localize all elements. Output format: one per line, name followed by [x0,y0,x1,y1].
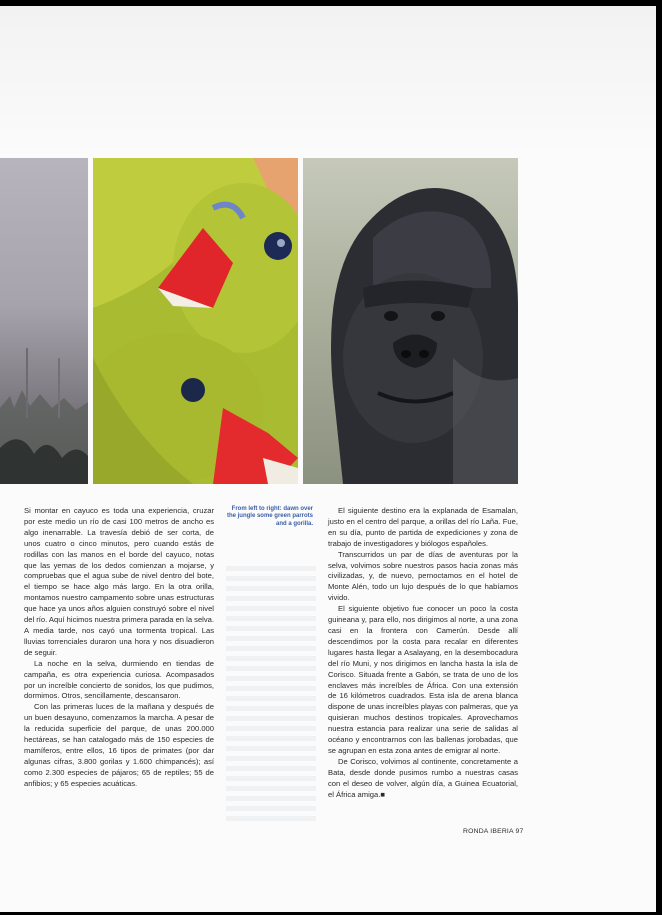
photo-caption: From left to right: dawn over the jungle some green parrots and a gorilla. [226,506,313,527]
page-top-margin [0,6,656,156]
magazine-page [0,6,656,912]
paragraph: El siguiente destino era la explanada de Esamalan, justo en el centro del parque, a orillas del río Laña. Fue, en su día, punto de partida de expediciones y zona de trabajo de investigadores y biólogos españoles. [328,506,518,548]
photo-jungle-dawn [0,158,88,484]
bleed-through-text [226,566,316,826]
page-footer: RONDA IBERIA 97 [463,828,524,835]
photo-green-parrots [93,158,298,484]
article-column-right [328,506,518,800]
paragraph: El siguiente objetivo fue conocer un poco la costa guineana y, para ello, nos dirigimos al norte, a una zona casi en la frontera con Camerún. Desde allí descendimos por la costa para recalar en diferentes lugares hasta llegar a Asalayang, en la desembocadura del río Muni, y nos dirigimos en lancha hasta la isla de Corisco. Situada frente a Gabón, se trata de uno de los enclaves más increíbles de África. Con una extensión de 16 kilómetros cuadrados. Esta isla de arena blanca dispone de unas increíbles playas con palmeras, que ya quisieran muchos destinos tropicales. Aprovechamos nuestra estancia para realizar una serie de salidas al océano y encontrarnos con las ballenas jorobadas, que se agrupan en esta zona antes de emigrar al norte. [328,604,518,755]
paragraph: Transcurridos un par de días de aventuras por la selva, volvimos sobre nuestros pasos hacia zonas más civilizadas, y, de nuevo, pernoctamos en el hotel de Monte Alén, todo un lujo después de lo que habíamos vivido. [328,549,518,603]
scan-border [656,0,662,915]
photo-gorilla [303,158,518,484]
article-column-left [24,506,214,790]
paragraph: La noche en la selva, durmiendo en tiendas de campaña, es otra experiencia curiosa. Acompasados por un increíble concierto de sonidos, los que pudimos, dormimos. Otros, sencillamente, descansaron. [24,658,214,701]
paragraph: De Corisco, volvimos al continente, concretamente a Bata, desde donde pusimos rumbo a nuestras casas con el deseo de volver, algún día, a Guinea Ecuatorial, el África amiga.■ [328,756,518,799]
paragraph: Con las primeras luces de la mañana y después de un buen desayuno, comenzamos la marcha. A pesar de la reducida superficie del parque, de unas 200.000 hectáreas, se han catalogado más de 150 especies de mamíferos, entre ellos, 16 tipos de primates (por dar algunas cifras, 3.800 gorilas y 1.600 chimpancés); así como 2.300 especies de pájaros; 65 de reptiles; 55 de anfibios; y 65 especies acuáticas. [24,702,214,788]
paragraph: Si montar en cayuco es toda una experiencia, cruzar por este medio un río de casi 100 metros de ancho es algo inenarrable. La travesía debió de ser corta, de unos cuatro o cinco minutos, pero cuando estás de rodillas con las manos en el borde del cayuco, notas que las yemas de los dedos comienzan a mojarse, y compruebas que el agua sube de nivel dentro del bote, el tiempo se hace algo más largo. En la otra orilla, montamos nuestro campamento sobre unas estructuras que hace ya unos años alguien construyó sobre el nivel del río. Aquí hicimos nuestra primera parada en la selva. A media tarde, nos cayó una tormenta tropical. Las lluvias torrenciales duraron una hora y nos disuadieron de seguir. [24,506,214,657]
